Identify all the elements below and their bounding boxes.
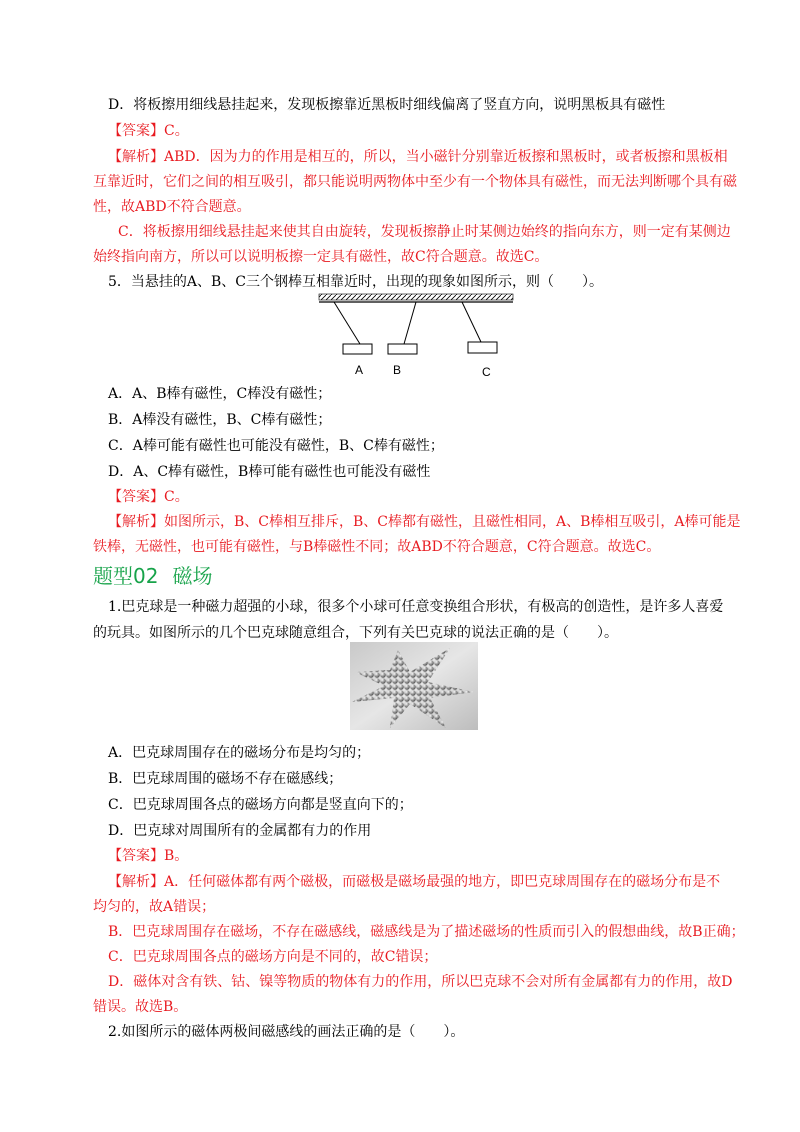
- s1-option-b: B．巴克球周围的磁场不存在磁感线；: [108, 771, 343, 787]
- rod-label-b: B: [393, 363, 402, 377]
- s1-stem-line: 的玩具。如图所示的几个巴克球随意组合，下列有关巴克球的说法正确的是（ ）。: [93, 625, 618, 641]
- rod-label-a: A: [355, 363, 364, 377]
- rod-b: [388, 344, 417, 354]
- q5-analysis-line: 铁棒，无磁性，也可能有磁性，与B棒磁性不同；故ABD不符合题意，C符合题意。故选C。: [93, 539, 661, 555]
- s1-analysis-line: D．磁体对含有铁、钴、镍等物质的物体有力的作用，所以巴克球不会对所有金属都有力的作用，故D: [108, 974, 733, 990]
- s1-analysis-line: B．巴克球周围存在磁场，不存在磁感线，磁感线是为了描述磁场的性质而引入的假想曲线，故B正确；: [108, 924, 745, 940]
- s1-option-d: D．巴克球对周围所有的金属都有力的作用: [108, 823, 372, 839]
- rod-c: [468, 342, 497, 353]
- buckyball-photo: [350, 642, 478, 730]
- rod-a: [343, 344, 372, 354]
- s1-analysis-line: 错误。故选B。: [93, 999, 188, 1015]
- section-number: 题型02: [93, 564, 159, 588]
- q4-option-d: D．将板擦用细线悬挂起来，发现板擦靠近黑板时细线偏离了竖直方向，说明黑板具有磁性: [108, 97, 666, 113]
- s1-analysis-line: C．巴克球周围各点的磁场方向是不同的，故C错误；: [108, 949, 438, 965]
- s2-stem: 2.如图所示的磁体两极间磁感线的画法正确的是（ ）。: [108, 1024, 465, 1040]
- s1-option-c: C．巴克球周围各点的磁场方向都是竖直向下的；: [108, 797, 413, 813]
- q4-analysis-line: 【解析】ABD．因为力的作用是相互的，所以，当小磁针分别靠近板擦和黑板时，或者板擦和黑板相: [108, 149, 728, 165]
- q4-analysis-line: 始终指向南方，所以可以说明板擦一定具有磁性，故C符合题意。故选C。: [93, 249, 549, 265]
- ceiling-bar: [319, 294, 513, 300]
- s1-option-a: A．巴克球周围存在的磁场分布是均匀的；: [108, 745, 371, 761]
- q5-analysis-line: 【解析】如图所示，B、C棒相互排斥，B、C棒都有磁性，且磁性相同，A、B棒相互吸引，A棒可能是: [108, 514, 741, 530]
- q5-option-a: A．A、B棒有磁性，C棒没有磁性；: [108, 386, 332, 402]
- q5-answer: 【答案】C。: [108, 489, 189, 505]
- thread-a: [334, 302, 360, 344]
- thread-c: [462, 302, 481, 342]
- q5-stem: 5．当悬挂的A、B、C三个钢棒互相靠近时，出现的现象如图所示，则（ ）。: [108, 274, 604, 290]
- q4-answer: 【答案】C。: [108, 123, 189, 139]
- q4-analysis-line: 性，故ABD不符合题意。: [93, 199, 251, 215]
- q5-option-b: B．A棒没有磁性，B、C棒有磁性；: [108, 412, 332, 428]
- s1-answer: 【答案】B。: [108, 848, 189, 864]
- q5-option-c: C．A棒可能有磁性也可能没有磁性，B、C棒有磁性；: [108, 438, 444, 454]
- section-heading: [93, 560, 212, 589]
- s1-stem-line: 1.巴克球是一种磁力超强的小球，很多个小球可任意变换组合形状，有极高的创造性，是许多人喜爱: [108, 599, 724, 615]
- s1-analysis-line: 均匀的，故A错误；: [93, 899, 216, 915]
- q4-analysis-line: C．将板擦用细线悬挂起来使其自由旋转，发现板擦静止时某侧边始终的指向东方，则一定有某侧边: [118, 224, 731, 240]
- thread-b: [404, 302, 416, 344]
- section-title: 磁场: [172, 564, 213, 588]
- q4-analysis-line: 互靠近时，它们之间的相互吸引，都只能说明两物体中至少有一个物体具有磁性，而无法判断哪个具有磁: [93, 174, 737, 190]
- rod-label-c: C: [482, 365, 491, 379]
- q5-option-d: D．A、C棒有磁性，B棒可能有磁性也可能没有磁性: [108, 464, 431, 480]
- s1-analysis-line: 【解析】A．任何磁体都有两个磁极，而磁极是磁场最强的地方，即巴克球周围存在的磁场分布是不: [108, 874, 721, 890]
